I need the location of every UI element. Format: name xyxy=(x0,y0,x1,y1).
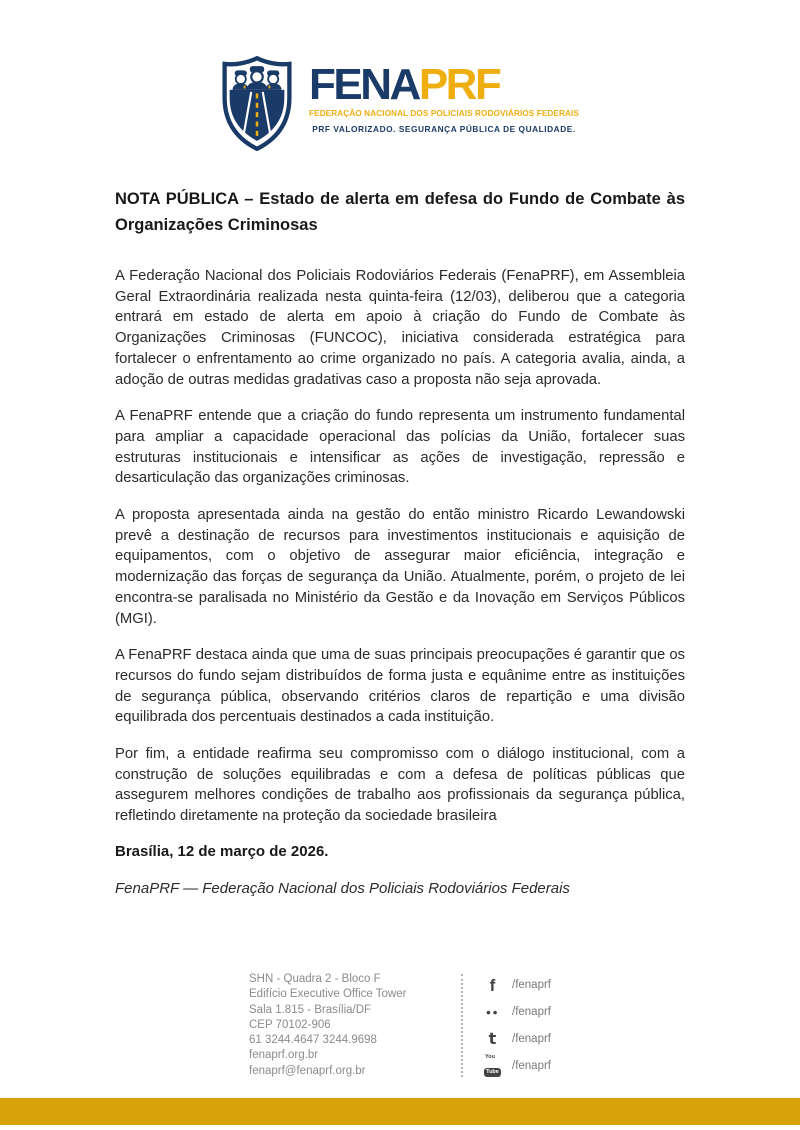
paragraph-2: A FenaPRF entende que a criação do fundo representa um instrumento fundamental para ampliar a capacidade operacional das polícias da União, fortalecer suas estruturas institucionais e intensificar as ações de investigação, repressão e desarticulação das organizações criminosas. xyxy=(115,408,685,487)
youtube-icon-you: You xyxy=(485,1053,495,1060)
brand-prf: PRF xyxy=(418,60,500,109)
date-line: Brasília, 12 de março de 2026. xyxy=(115,842,329,860)
bottom-gold-bar xyxy=(0,1098,800,1125)
document-title: NOTA PÚBLICA – Estado de alerta em defesa do Fundo de Combate às Organizações Criminosas xyxy=(115,190,685,234)
flickr-handle: /fenaprf xyxy=(512,1006,551,1019)
logo-text-block xyxy=(309,56,579,134)
twitter-handle: /fenaprf xyxy=(512,1033,551,1046)
paragraph-1: A Federação Nacional dos Policiais Rodoviários Federais (FenaPRF), em Assembleia Geral Extraordinária realizada nesta quinta-feira (12/03), deliberou que a categoria entrará em estado de alerta em apoio à criação do Fundo de Combate às Organizações Criminosas (FUNCOC), iniciativa considerada estratégica para fortalecer o enfrentamento ao crime organizado no país. A categoria avalia, ainda, a adoção de outras medidas gradativas caso a proposta não seja aprovada. xyxy=(115,268,685,388)
phone-line: 61 3244.4647 3244.9698 xyxy=(249,1034,377,1047)
facebook-link[interactable] xyxy=(483,973,551,997)
address-line-1: SHN - Quadra 2 - Bloco F xyxy=(249,973,381,985)
signature-line: FenaPRF — Federação Nacional dos Policiais Rodoviários Federais xyxy=(115,879,570,897)
facebook-icon: f xyxy=(489,975,496,995)
address-line-2: Edifício Executive Office Tower xyxy=(249,988,407,1001)
logo-subtitle: FEDERAÇÃO NACIONAL DOS POLICIAIS RODOVIÁRIOS FEDERAIS xyxy=(309,109,579,118)
brand-wordmark xyxy=(309,60,579,109)
twitter-icon: t xyxy=(488,1029,497,1049)
paragraph-3: A proposta apresentada ainda na gestão do então ministro Ricardo Lewandowski prevê a destinação de recursos para investimentos institucionais e aquisição de equipamentos, com o objetivo de assegurar maior eficiência, integração e modernização das forças de segurança da União. Atualmente, porém, o projeto de lei encontra-se paralisada no Ministério da Gestão e da Inovação em Serviços Públicos (MGI). xyxy=(115,507,685,627)
logo-tagline: PRF VALORIZADO. SEGURANÇA PÚBLICA DE QUALIDADE. xyxy=(312,124,576,134)
footer-divider xyxy=(461,974,463,1077)
youtube-icon xyxy=(483,1055,502,1078)
youtube-link[interactable] xyxy=(483,1054,551,1078)
brand-fena: FENA xyxy=(309,60,419,109)
paragraph-5: Por fim, a entidade reafirma seu compromisso com o diálogo institucional, com a construção de soluções equilibradas e com a defesa de políticas públicas que assegurem melhores condições de trabalho aos profissionais da segurança pública, refletindo diretamente na proteção da sociedade brasileira xyxy=(115,746,685,825)
document-body xyxy=(115,186,685,912)
youtube-handle: /fenaprf xyxy=(512,1060,551,1073)
cep-line: CEP 70102-906 xyxy=(249,1018,331,1031)
social-links xyxy=(483,972,551,1079)
fenaprf-logo xyxy=(0,56,800,151)
email-link[interactable]: fenaprf@fenaprf.org.br xyxy=(249,1064,366,1077)
footer xyxy=(0,972,800,1079)
paragraph-4: A FenaPRF destaca ainda que uma de suas principais preocupações é garantir que os recursos do fundo sejam distribuídos de forma justa e equânime entre as instituições de segurança pública, observando critérios claros de repartição e uma divisão equilibrada dos percentuais destinados a cada instituição. xyxy=(115,647,685,726)
twitter-link[interactable] xyxy=(483,1027,551,1051)
facebook-handle: /fenaprf xyxy=(512,979,551,991)
website-link[interactable]: fenaprf.org.br xyxy=(249,1049,319,1062)
flickr-icon: ●● xyxy=(485,1007,500,1018)
fenaprf-shield-icon xyxy=(221,56,293,151)
contact-block xyxy=(249,972,437,1079)
youtube-icon-tube: Tube xyxy=(484,1068,502,1077)
flickr-link[interactable] xyxy=(483,1000,551,1024)
address-line-3: Sala 1.815 - Brasília/DF xyxy=(249,1003,372,1016)
